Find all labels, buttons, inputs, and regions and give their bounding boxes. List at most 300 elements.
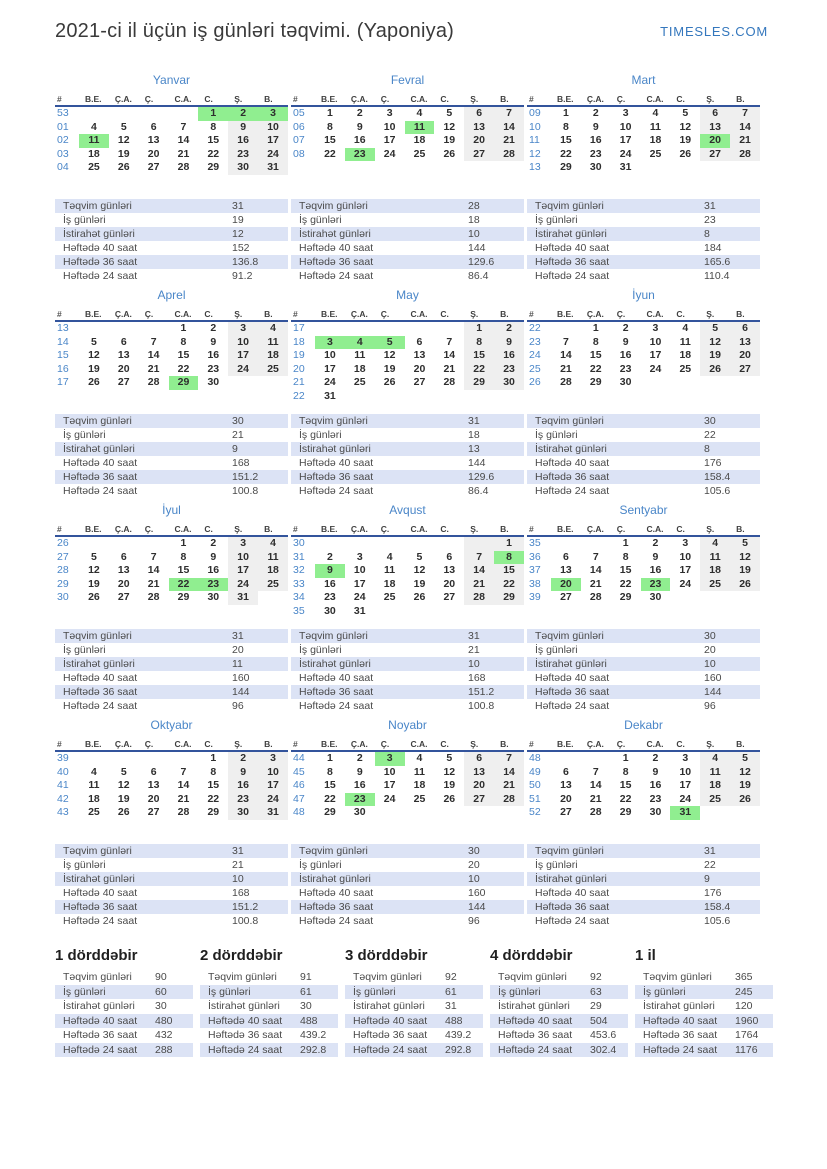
day-cell: 10 [679, 550, 692, 563]
day-header: # [55, 93, 79, 106]
day-cell: 13 [117, 349, 130, 361]
day-cell: 11 [258, 336, 288, 350]
day-cell: 20 [117, 577, 130, 590]
stat-row [527, 872, 760, 886]
summary-4 dörddəbir [490, 947, 628, 1057]
stat-label: İstirahət günləri [299, 658, 371, 670]
day-cell [375, 536, 405, 551]
quarter-stat-row [635, 970, 773, 985]
day-header: # [291, 523, 315, 536]
stat-label: İstirahət günləri [299, 873, 371, 885]
day-cell: 21 [589, 792, 602, 805]
day-cell: 18 [353, 362, 366, 375]
day-cell: 6 [120, 550, 127, 563]
stat-value: 144 [232, 686, 250, 698]
week-number: 52 [529, 806, 541, 818]
months-grid [55, 73, 827, 933]
day-header: C.A. [405, 523, 435, 536]
site-link[interactable]: TIMESLES.COM [660, 24, 768, 39]
day-cell: 14 [730, 121, 760, 135]
day-cell: 27 [464, 148, 494, 162]
quarter-stat-value: 292.8 [445, 1043, 472, 1056]
quarter-stat-value: 1176 [735, 1043, 758, 1056]
week-number: 43 [57, 806, 69, 818]
day-cell: 29 [589, 376, 602, 388]
stat-label: Həftədə 24 saat [535, 485, 610, 497]
day-header: C. [434, 308, 464, 321]
stat-row [55, 858, 288, 872]
week-number: 27 [57, 550, 69, 563]
stat-label: Həftədə 36 saat [535, 256, 610, 268]
day-cell: 29 [177, 591, 190, 603]
day-header: C.A. [641, 93, 671, 106]
day-cell: 7 [180, 120, 187, 133]
day-cell: 20 [443, 577, 456, 590]
day-cell: 2 [494, 321, 524, 336]
day-cell: 2 [652, 752, 659, 764]
day-cell: 23 [494, 363, 524, 377]
day-cell [434, 806, 464, 820]
stat-row [291, 213, 524, 227]
day-cell: 8 [180, 335, 187, 348]
day-cell: 4 [258, 321, 288, 336]
day-cell: 3 [258, 751, 288, 766]
quarter-stat-label: Həftədə 40 saat [643, 1014, 718, 1027]
day-cell: 3 [356, 550, 363, 563]
stat-value: 86.4 [468, 485, 489, 497]
day-header-row [55, 738, 288, 751]
month-title: Fevral [390, 73, 425, 87]
calendar-wrap [527, 523, 760, 620]
day-header: Ç.A. [581, 523, 611, 536]
day-cell: 21 [177, 792, 190, 805]
day-header: Ç. [611, 308, 641, 321]
day-cell [581, 751, 611, 766]
week-number: 51 [529, 792, 541, 805]
week-row [291, 564, 524, 578]
week-number: 42 [57, 792, 69, 805]
day-cell: 22 [494, 578, 524, 592]
week-row [527, 578, 760, 592]
stat-label: Təqvim günləri [63, 415, 132, 427]
day-cell: 6 [446, 550, 453, 563]
day-cell: 14 [177, 134, 190, 146]
week-number: 11 [529, 134, 540, 146]
stat-label: İş günləri [63, 214, 106, 226]
day-cell: 26 [88, 376, 100, 388]
quarter-stat-row [635, 1043, 773, 1058]
day-cell: 15 [177, 564, 190, 576]
quarter-stat-row [635, 985, 773, 1000]
week-number: 15 [57, 349, 69, 361]
day-header: Ş. [228, 523, 258, 536]
day-cell: 29 [560, 161, 572, 173]
day-header: C.A. [641, 523, 671, 536]
month-calendar [55, 523, 288, 605]
day-cell: 26 [88, 591, 100, 603]
day-cell: 24 [383, 792, 396, 805]
day-cell: 5 [730, 751, 760, 766]
day-cell: 5 [91, 550, 97, 563]
quarter-stat-value: 61 [445, 985, 457, 998]
day-cell: 2 [622, 322, 629, 334]
stat-value: 96 [468, 915, 480, 927]
quarter-stat-value: 504 [590, 1014, 608, 1027]
day-header-row [527, 738, 760, 751]
day-cell: 30 [228, 806, 258, 820]
day-cell [405, 321, 435, 336]
week-row [291, 806, 524, 820]
day-cell: 3 [258, 106, 288, 121]
day-cell: 20 [464, 134, 494, 148]
day-cell: 16 [589, 134, 602, 146]
stat-label: İstirahət günləri [63, 228, 135, 240]
week-number: 48 [293, 806, 305, 818]
day-cell: 3 [228, 536, 258, 551]
day-cell: 5 [416, 550, 423, 563]
stat-row [55, 255, 288, 269]
week-row [291, 779, 524, 793]
day-cell: 27 [560, 591, 572, 603]
stat-value: 30 [704, 630, 716, 642]
day-cell: 12 [443, 765, 456, 778]
quarter-stat-value: 30 [155, 1000, 167, 1012]
calendar-wrap [291, 308, 524, 405]
stat-value: 136.8 [232, 256, 259, 268]
summary-title: 3 dörddəbir [345, 947, 428, 964]
week-number: 26 [529, 376, 541, 388]
quarters-summary-grid [55, 947, 827, 1057]
stat-row [55, 844, 288, 858]
week-number: 50 [529, 779, 541, 791]
day-header: # [55, 738, 79, 751]
day-cell [139, 536, 169, 551]
week-row [55, 321, 288, 336]
day-cell: 15 [619, 564, 632, 576]
stat-value: 165.6 [704, 256, 731, 268]
stat-value: 31 [232, 630, 244, 642]
calendar-wrap [55, 93, 288, 190]
day-header: Ş. [228, 738, 258, 751]
day-cell: 25 [353, 376, 366, 388]
week-row [291, 390, 524, 404]
stat-row [291, 858, 524, 872]
week-row [55, 148, 288, 162]
day-cell: 26 [730, 578, 760, 592]
day-cell: 6 [464, 106, 494, 121]
stat-label: Həftədə 36 saat [299, 901, 374, 913]
day-cell [79, 751, 109, 766]
day-cell: 15 [207, 779, 220, 791]
stat-value: 176 [704, 887, 722, 899]
day-cell: 6 [150, 120, 157, 133]
day-cell: 27 [560, 806, 572, 818]
day-cell: 15 [207, 134, 220, 146]
day-cell: 31 [324, 389, 336, 402]
stat-label: Həftədə 36 saat [299, 471, 374, 483]
stat-label: Həftədə 24 saat [63, 915, 138, 927]
week-row [55, 806, 288, 820]
day-cell: 17 [228, 349, 258, 363]
day-cell [700, 591, 730, 605]
day-cell: 24 [679, 577, 692, 590]
week-row [291, 766, 524, 780]
week-row [55, 121, 288, 135]
stat-label: Həftədə 24 saat [63, 700, 138, 712]
day-cell: 20 [147, 147, 160, 160]
day-cell: 4 [91, 120, 97, 133]
week-row [291, 363, 524, 377]
day-cell: 9 [652, 550, 659, 563]
day-cell: 13 [147, 134, 160, 146]
day-header: Ç.A. [345, 523, 375, 536]
stat-value: 10 [704, 658, 716, 670]
day-cell: 13 [117, 564, 130, 576]
stat-label: Həftədə 40 saat [63, 242, 138, 254]
week-number: 24 [529, 349, 541, 361]
day-cell: 3 [386, 107, 393, 119]
day-cell [730, 591, 760, 605]
stat-value: 105.6 [704, 915, 731, 927]
stat-value: 31 [232, 845, 244, 857]
week-row [55, 376, 288, 390]
day-cell: 6 [700, 106, 730, 121]
quarter-stat-value: 1960 [735, 1014, 759, 1027]
day-cell: 14 [589, 564, 602, 576]
stat-label: Həftədə 36 saat [535, 901, 610, 913]
day-header: C.A. [641, 308, 671, 321]
stat-label: Həftədə 40 saat [535, 672, 610, 684]
stat-value: 160 [232, 672, 250, 684]
stat-row [291, 657, 524, 671]
day-cell: 30 [649, 806, 662, 818]
quarter-stat-value: 29 [590, 1000, 602, 1012]
week-row [527, 591, 760, 605]
stat-value: 31 [704, 845, 716, 857]
quarter-stat-label: İstirahət günləri [208, 1000, 280, 1012]
day-header: B.E. [315, 308, 345, 321]
week-row [527, 806, 760, 820]
day-header: B.E. [315, 738, 345, 751]
day-cell: 11 [679, 335, 691, 348]
day-cell: 22 [177, 362, 190, 375]
day-cell: 13 [464, 766, 494, 780]
page-header [0, 0, 827, 43]
summary-title: 2 dörddəbir [200, 947, 283, 964]
month-stats [527, 414, 760, 498]
day-header: Ç.A. [581, 93, 611, 106]
day-cell: 16 [207, 564, 220, 576]
day-cell: 8 [592, 335, 599, 348]
week-number: 17 [57, 376, 69, 388]
week-row [527, 536, 760, 551]
week-row [527, 751, 760, 766]
day-header: B. [258, 93, 288, 106]
stat-label: Təqvim günləri [535, 630, 604, 642]
stat-row [55, 269, 288, 283]
day-cell: 6 [563, 550, 569, 563]
stat-value: 31 [468, 630, 480, 642]
stat-row [55, 227, 288, 241]
day-cell: 27 [730, 363, 760, 377]
day-cell: 1 [327, 107, 333, 119]
day-cell [345, 321, 375, 336]
day-header: C. [670, 93, 700, 106]
day-cell: 25 [413, 147, 426, 160]
quarter-stat-label: İstirahət günləri [63, 1000, 135, 1012]
day-header: Ç.A. [345, 738, 375, 751]
day-cell: 14 [147, 349, 160, 361]
day-cell: 17 [324, 362, 336, 375]
stat-label: Həftədə 36 saat [299, 256, 374, 268]
day-cell: 23 [207, 362, 220, 375]
day-cell: 3 [375, 751, 405, 766]
quarter-stat-label: Həftədə 40 saat [208, 1014, 283, 1027]
day-cell: 19 [443, 779, 456, 791]
month-stats [527, 629, 760, 713]
day-cell: 23 [345, 148, 375, 162]
day-cell: 1 [622, 537, 629, 549]
stat-label: Təqvim günləri [63, 845, 132, 857]
week-row [527, 766, 760, 780]
day-cell: 10 [258, 766, 288, 780]
day-cell: 9 [356, 765, 363, 778]
day-cell: 20 [560, 792, 572, 805]
stat-value: 168 [468, 672, 486, 684]
day-cell: 10 [228, 336, 258, 350]
stat-row [55, 872, 288, 886]
stat-label: İstirahət günləri [299, 443, 371, 455]
stat-row [527, 844, 760, 858]
stat-value: 12 [232, 228, 244, 240]
stat-row [55, 199, 288, 213]
stat-row [55, 484, 288, 498]
week-number: 09 [529, 107, 541, 119]
stat-value: 31 [232, 200, 244, 212]
quarter-stat-label: İş günləri [353, 985, 396, 998]
day-header: C.A. [169, 523, 199, 536]
day-cell: 20 [117, 362, 130, 375]
day-cell: 1 [210, 752, 217, 764]
stat-value: 151.2 [232, 471, 259, 483]
day-header: B. [730, 308, 760, 321]
month-Sentyabr [527, 503, 760, 718]
week-number: 29 [57, 577, 69, 590]
day-cell: 18 [700, 779, 730, 793]
calendar-wrap [55, 523, 288, 620]
calendar-wrap [527, 738, 760, 835]
stat-value: 151.2 [468, 686, 495, 698]
day-cell: 4 [258, 536, 288, 551]
day-cell [494, 605, 524, 619]
day-header: Ç. [139, 93, 169, 106]
day-cell: 26 [413, 591, 426, 603]
day-cell [258, 376, 288, 390]
day-header: B.E. [79, 523, 109, 536]
stat-value: 30 [704, 415, 716, 427]
calendar-wrap [527, 93, 760, 190]
day-cell [139, 321, 169, 336]
stat-row [291, 414, 524, 428]
day-cell: 25 [700, 793, 730, 807]
day-cell: 9 [592, 120, 599, 133]
day-cell: 10 [353, 564, 366, 576]
stat-row [527, 629, 760, 643]
day-cell: 28 [177, 806, 190, 818]
stat-row [291, 269, 524, 283]
stat-value: 8 [704, 228, 710, 240]
day-cell: 1 [494, 536, 524, 551]
day-cell [315, 536, 345, 551]
day-cell: 9 [356, 120, 363, 133]
quarter-stat-label: İstirahət günləri [353, 1000, 425, 1012]
week-row [527, 148, 760, 162]
day-cell: 8 [563, 120, 569, 133]
week-number: 14 [57, 335, 69, 348]
week-number: 34 [293, 591, 305, 603]
day-cell: 10 [383, 120, 396, 133]
day-cell: 29 [207, 161, 220, 173]
month-calendar [55, 738, 288, 820]
stat-label: Həftədə 36 saat [535, 686, 610, 698]
week-number: 13 [529, 161, 541, 173]
quarter-stat-row [55, 985, 193, 1000]
day-cell: 8 [210, 765, 217, 778]
stat-row [527, 685, 760, 699]
day-cell: 12 [117, 134, 130, 146]
quarter-stat-row [55, 999, 193, 1014]
week-number: 47 [293, 792, 305, 805]
stat-label: Həftədə 40 saat [63, 887, 138, 899]
quarter-stat-row [635, 1014, 773, 1029]
stat-row [527, 414, 760, 428]
week-row [291, 336, 524, 350]
day-cell: 22 [324, 792, 336, 805]
day-cell: 30 [589, 161, 602, 173]
day-header: Ç. [611, 523, 641, 536]
stat-label: İstirahət günləri [535, 228, 607, 240]
day-header: Ç. [375, 93, 405, 106]
day-cell: 7 [446, 335, 453, 348]
stat-label: İş günləri [299, 429, 342, 441]
quarter-stat-label: Həftədə 24 saat [498, 1043, 573, 1056]
stat-row [527, 428, 760, 442]
quarter-stat-value: 31 [445, 1000, 457, 1012]
quarter-stat-label: Təqvim günləri [208, 971, 277, 983]
week-number: 16 [57, 362, 69, 375]
quarter-stat-value: 1764 [735, 1029, 759, 1041]
day-header-row [291, 738, 524, 751]
day-cell: 12 [730, 766, 760, 780]
week-number: 46 [293, 779, 305, 791]
day-cell: 6 [563, 765, 569, 778]
day-cell: 22 [619, 577, 632, 590]
day-cell: 20 [464, 779, 494, 793]
week-row [55, 336, 288, 350]
day-cell: 21 [147, 577, 160, 590]
day-cell: 30 [324, 604, 336, 617]
day-cell: 7 [592, 550, 599, 563]
quarter-stat-label: Həftədə 36 saat [353, 1029, 428, 1041]
quarter-stat-label: Həftədə 24 saat [643, 1043, 718, 1056]
day-cell [169, 106, 199, 121]
day-cell [375, 605, 405, 619]
week-row [527, 321, 760, 336]
day-cell: 16 [353, 134, 366, 146]
stat-value: 21 [232, 859, 244, 871]
day-cell: 6 [416, 335, 423, 348]
month-Fevral [291, 73, 524, 288]
